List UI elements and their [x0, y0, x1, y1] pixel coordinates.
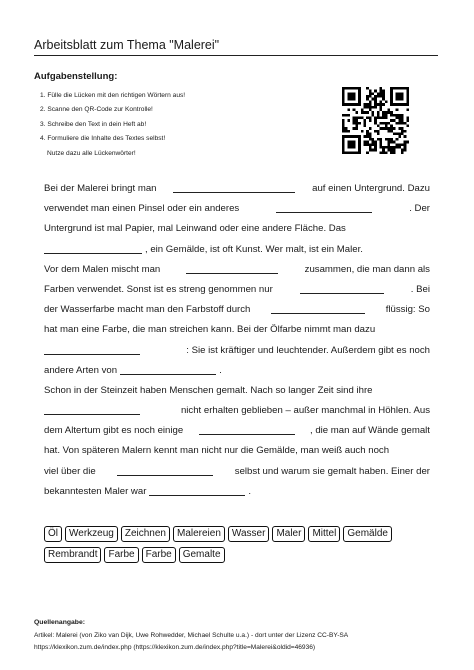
source-section	[34, 617, 444, 655]
word-chip[interactable]: Öl	[44, 526, 62, 542]
cloze-text-segment: : Sie ist kräftiger und leuchtender. Außerdem gibt es noch	[186, 344, 430, 356]
blank-field[interactable]	[44, 342, 140, 355]
task-heading: Aufgabenstellung:	[34, 71, 118, 82]
blank-field[interactable]	[199, 422, 295, 435]
cloze-text-segment: , ein Gemälde, ist oft Kunst. Wer malt, ist ein Maler.	[145, 243, 363, 255]
cloze-line	[44, 441, 430, 461]
cloze-line	[44, 240, 430, 260]
cloze-text-segment: Untergrund ist mal Papier, mal Leinwand oder eine andere Fläche. Das	[44, 223, 346, 235]
source-link[interactable]: https://klexikon.zum.de/index.php (https://klexikon.zum.de/index.php?title=Malerei&oldid=46936)	[34, 644, 316, 651]
cloze-line	[44, 300, 430, 320]
cloze-text-segment: . Bei	[410, 283, 430, 295]
word-bank-row-1	[44, 526, 444, 542]
word-chip[interactable]: Wasser	[228, 526, 270, 542]
cloze-line	[44, 381, 430, 401]
word-chip[interactable]: Maler	[272, 526, 305, 542]
word-chip[interactable]: Zeichnen	[121, 526, 170, 542]
blank-field[interactable]	[44, 402, 140, 415]
cloze-line	[44, 280, 430, 300]
task-list	[40, 89, 290, 161]
cloze-line	[44, 179, 430, 199]
cloze-text-segment: dem Altertum gibt es noch einige	[44, 425, 184, 437]
word-chip[interactable]: Werkzeug	[65, 526, 118, 542]
blank-field[interactable]	[173, 180, 295, 193]
source-heading: Quellenangabe:	[34, 619, 85, 626]
cloze-line	[44, 260, 430, 280]
blank-field[interactable]	[271, 301, 365, 314]
cloze-line	[44, 361, 430, 381]
cloze-text-segment: bekanntesten Maler war	[44, 485, 147, 497]
cloze-text-segment: der Wasserfarbe macht man den Farbstoff durch	[44, 304, 251, 316]
blank-field[interactable]	[44, 241, 142, 254]
blank-field[interactable]	[276, 200, 372, 213]
task-item-4-note: Nutze dazu alle Lückenwörter!	[47, 149, 136, 157]
task-item-1: 1. Fülle die Lücken mit den richtigen Wörtern aus!	[40, 92, 186, 99]
cloze-text-segment: verwendet man einen Pinsel oder ein anderes	[44, 203, 240, 215]
word-chip[interactable]: Farbe	[142, 547, 176, 563]
word-chip[interactable]: Rembrandt	[44, 547, 101, 563]
cloze-text	[44, 179, 430, 502]
word-chip[interactable]: Farbe	[104, 547, 138, 563]
blank-field[interactable]	[300, 281, 384, 294]
task-item-4: 4. Formuliere die Inhalte des Textes selbst!	[40, 135, 166, 143]
word-chip[interactable]: Mittel	[308, 526, 340, 542]
cloze-line	[44, 219, 430, 239]
blank-field[interactable]	[117, 463, 213, 476]
cloze-line	[44, 401, 430, 421]
word-bank	[44, 526, 444, 568]
qr-code-icon[interactable]	[342, 87, 409, 154]
cloze-text-segment: viel über die	[44, 465, 96, 477]
cloze-line	[44, 199, 430, 219]
word-chip[interactable]: Gemalte	[179, 547, 225, 563]
worksheet-title: Arbeitsblatt zum Thema "Malerei"	[34, 38, 220, 52]
cloze-text-segment: auf einen Untergrund. Dazu	[312, 183, 430, 194]
cloze-text-segment: .	[219, 364, 222, 376]
title-divider	[34, 55, 438, 56]
cloze-line	[44, 462, 430, 482]
task-item-3: 3. Schreibe den Text in dein Heft ab!	[40, 120, 147, 128]
cloze-text-segment: hat. Von späteren Malern kennt man nicht nur die Gemälde, man weiß auch noch	[44, 445, 390, 457]
cloze-line	[44, 320, 430, 340]
cloze-text-segment: Farben verwendet. Sonst ist es streng genommen nur	[44, 283, 273, 295]
task-item-2: 2. Scanne den QR-Code zur Kontrolle!	[40, 106, 153, 114]
word-chip[interactable]: Gemälde	[343, 526, 392, 542]
cloze-text-segment: nicht erhalten geblieben – außer manchmal in Höhlen. Aus	[180, 405, 430, 417]
source-article: Artikel: Malerei (von Ziko van Dijk, Uwe Rohwedder, Michael Schulte u.a.) - dort unter der Lizenz CC-BY-SA	[34, 631, 349, 639]
cloze-text-segment: Bei der Malerei bringt man	[44, 183, 157, 194]
cloze-text-segment: . Der	[409, 203, 430, 215]
cloze-text-segment: .	[248, 485, 252, 497]
cloze-text-segment: andere Arten von	[44, 364, 118, 376]
cloze-line	[44, 482, 430, 502]
blank-field[interactable]	[186, 261, 278, 274]
cloze-text-segment: , die man auf Wände gemalt	[309, 425, 430, 437]
cloze-text-segment: zusammen, die man dann als	[304, 263, 430, 275]
word-chip[interactable]: Malereien	[173, 526, 225, 542]
cloze-text-segment: Vor dem Malen mischt man	[44, 263, 161, 275]
blank-field[interactable]	[149, 483, 245, 496]
cloze-text-segment: selbst und warum sie gemalt haben. Einer der	[234, 465, 430, 477]
blank-field[interactable]	[120, 362, 216, 375]
cloze-line	[44, 421, 430, 441]
cloze-text-segment: flüssig: So	[385, 304, 430, 316]
cloze-text-segment: Schon in der Steinzeit haben Menschen gemalt. Nach so langer Zeit sind ihre	[44, 384, 373, 396]
word-bank-row-2	[44, 547, 444, 563]
cloze-text-segment: hat man eine Farbe, die man streichen kann. Bei der Ölfarbe nimmt man dazu	[44, 324, 376, 336]
cloze-line	[44, 341, 430, 361]
